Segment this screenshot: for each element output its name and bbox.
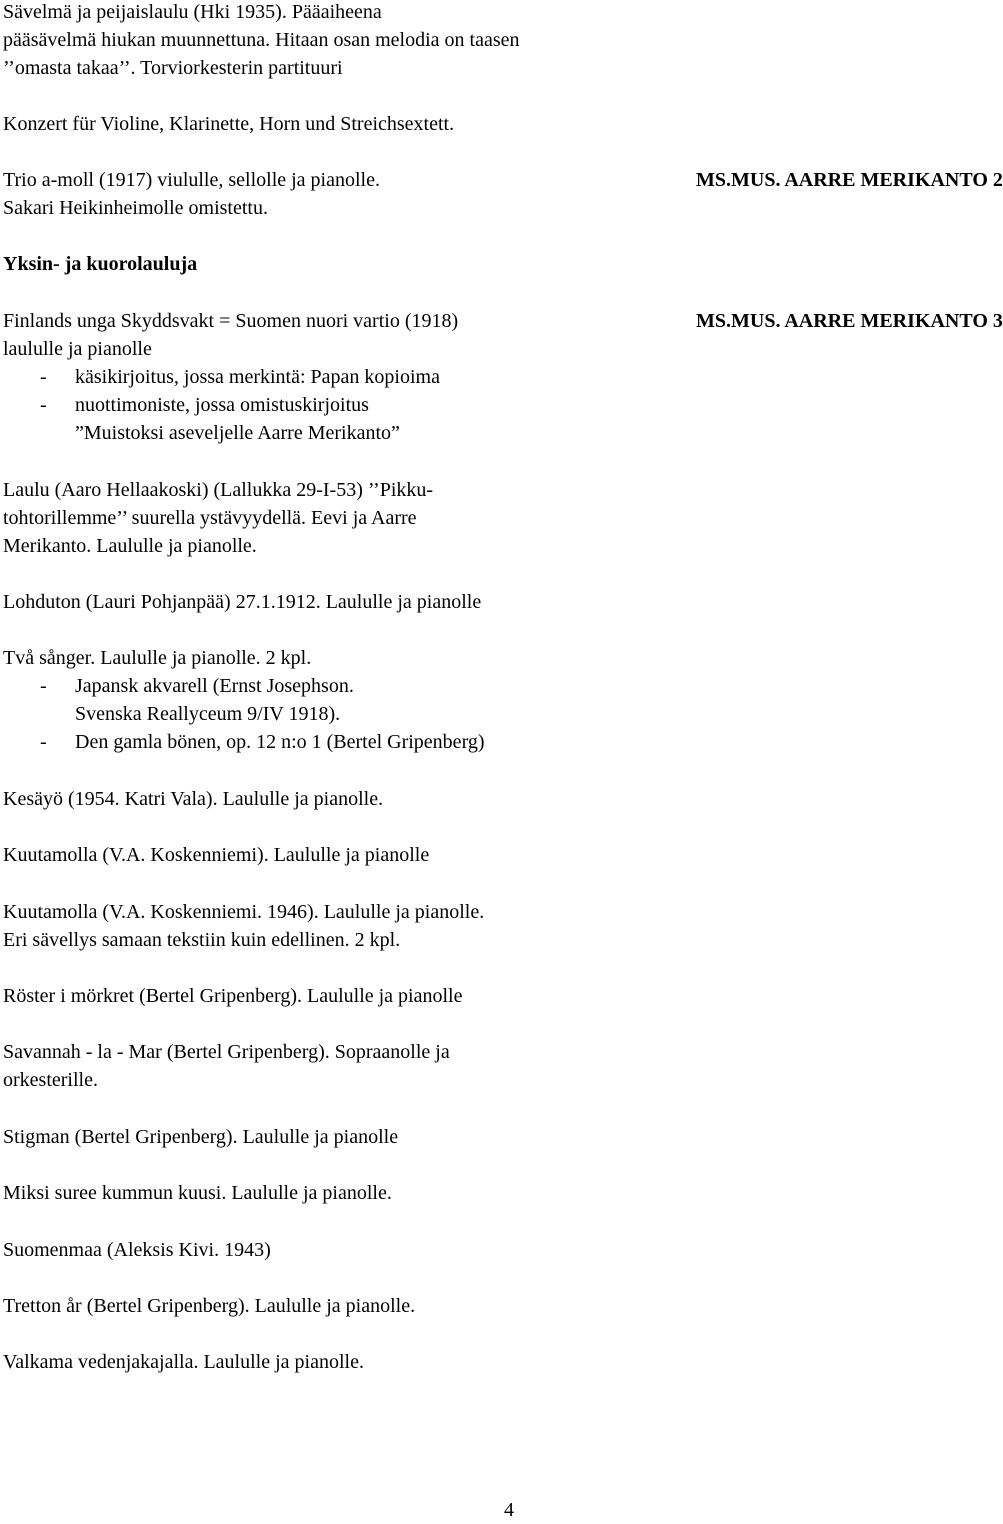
archive-reference: MS.MUS. AARRE MERIKANTO 3 — [696, 310, 1003, 332]
text-line: Trio a-moll (1917) viululle, sellolle ja pianolle. — [3, 169, 380, 191]
text-line: Eri sävellys samaan tekstiin kuin edellinen. 2 kpl. — [3, 929, 401, 951]
text-line: Finlands unga Skyddsvakt = Suomen nuori vartio (1918) — [3, 310, 459, 332]
text-line: pääsävelmä hiukan muunnettuna. Hitaan osan melodia on taasen — [3, 29, 520, 51]
text-line: Suomenmaa (Aleksis Kivi. 1943) — [3, 1239, 271, 1261]
list-item-continuation: Svenska Reallyceum 9/IV 1918). — [75, 703, 341, 725]
list-item: käsikirjoitus, jossa merkintä: Papan kopioima — [75, 366, 440, 388]
text-line: Kuutamolla (V.A. Koskenniemi. 1946). Laululle ja pianolle. — [3, 901, 485, 923]
list-dash: - — [40, 675, 47, 697]
text-line: Valkama vedenjakajalla. Laululle ja pianolle. — [3, 1351, 364, 1373]
text-line: tohtorillemme’’ suurella ystävyydellä. Eevi ja Aarre — [3, 507, 417, 529]
section-heading: Yksin- ja kuorolauluja — [3, 253, 198, 275]
text-line: Laulu (Aaro Hellaakoski) (Lallukka 29-I-53) ’’Pikku- — [3, 479, 434, 501]
archive-reference: MS.MUS. AARRE MERIKANTO 2 — [696, 169, 1003, 191]
text-line: Röster i mörkret (Bertel Gripenberg). Laululle ja pianolle — [3, 985, 463, 1007]
text-line: Två sånger. Laululle ja pianolle. 2 kpl. — [3, 647, 312, 669]
text-line: Savannah - la - Mar (Bertel Gripenberg). Sopraanolle ja — [3, 1041, 450, 1063]
text-line: Kesäyö (1954. Katri Vala). Laululle ja pianolle. — [3, 788, 384, 810]
list-dash: - — [40, 394, 47, 416]
list-dash: - — [40, 731, 47, 753]
list-item: Den gamla bönen, op. 12 n:o 1 (Bertel Gripenberg) — [75, 731, 485, 753]
text-line: Merikanto. Laululle ja pianolle. — [3, 535, 257, 557]
text-line: Konzert für Violine, Klarinette, Horn und Streichsextett. — [3, 113, 455, 135]
list-dash: - — [40, 366, 47, 388]
text-line: Sävelmä ja peijaislaulu (Hki 1935). Pääaiheena — [3, 1, 382, 23]
text-line: ’’omasta takaa’’. Torviorkesterin partituuri — [3, 57, 343, 79]
text-line: Lohduton (Lauri Pohjanpää) 27.1.1912. Laululle ja pianolle — [3, 591, 482, 613]
text-line: Tretton år (Bertel Gripenberg). Laululle ja pianolle. — [3, 1295, 416, 1317]
list-item: Japansk akvarell (Ernst Josephson. — [75, 675, 354, 697]
text-line: laululle ja pianolle — [3, 338, 152, 360]
text-line: Sakari Heikinheimolle omistettu. — [3, 197, 268, 219]
list-item: nuottimoniste, jossa omistuskirjoitus — [75, 394, 369, 416]
text-line: Stigman (Bertel Gripenberg). Laululle ja pianolle — [3, 1126, 399, 1148]
page-number: 4 — [504, 1499, 514, 1521]
text-line: Kuutamolla (V.A. Koskenniemi). Laululle ja pianolle — [3, 844, 430, 866]
text-line: orkesterille. — [3, 1069, 98, 1091]
dedication-line: ”Muistoksi aseveljelle Aarre Merikanto” — [75, 422, 400, 444]
text-line: Miksi suree kummun kuusi. Laululle ja pianolle. — [3, 1182, 392, 1204]
